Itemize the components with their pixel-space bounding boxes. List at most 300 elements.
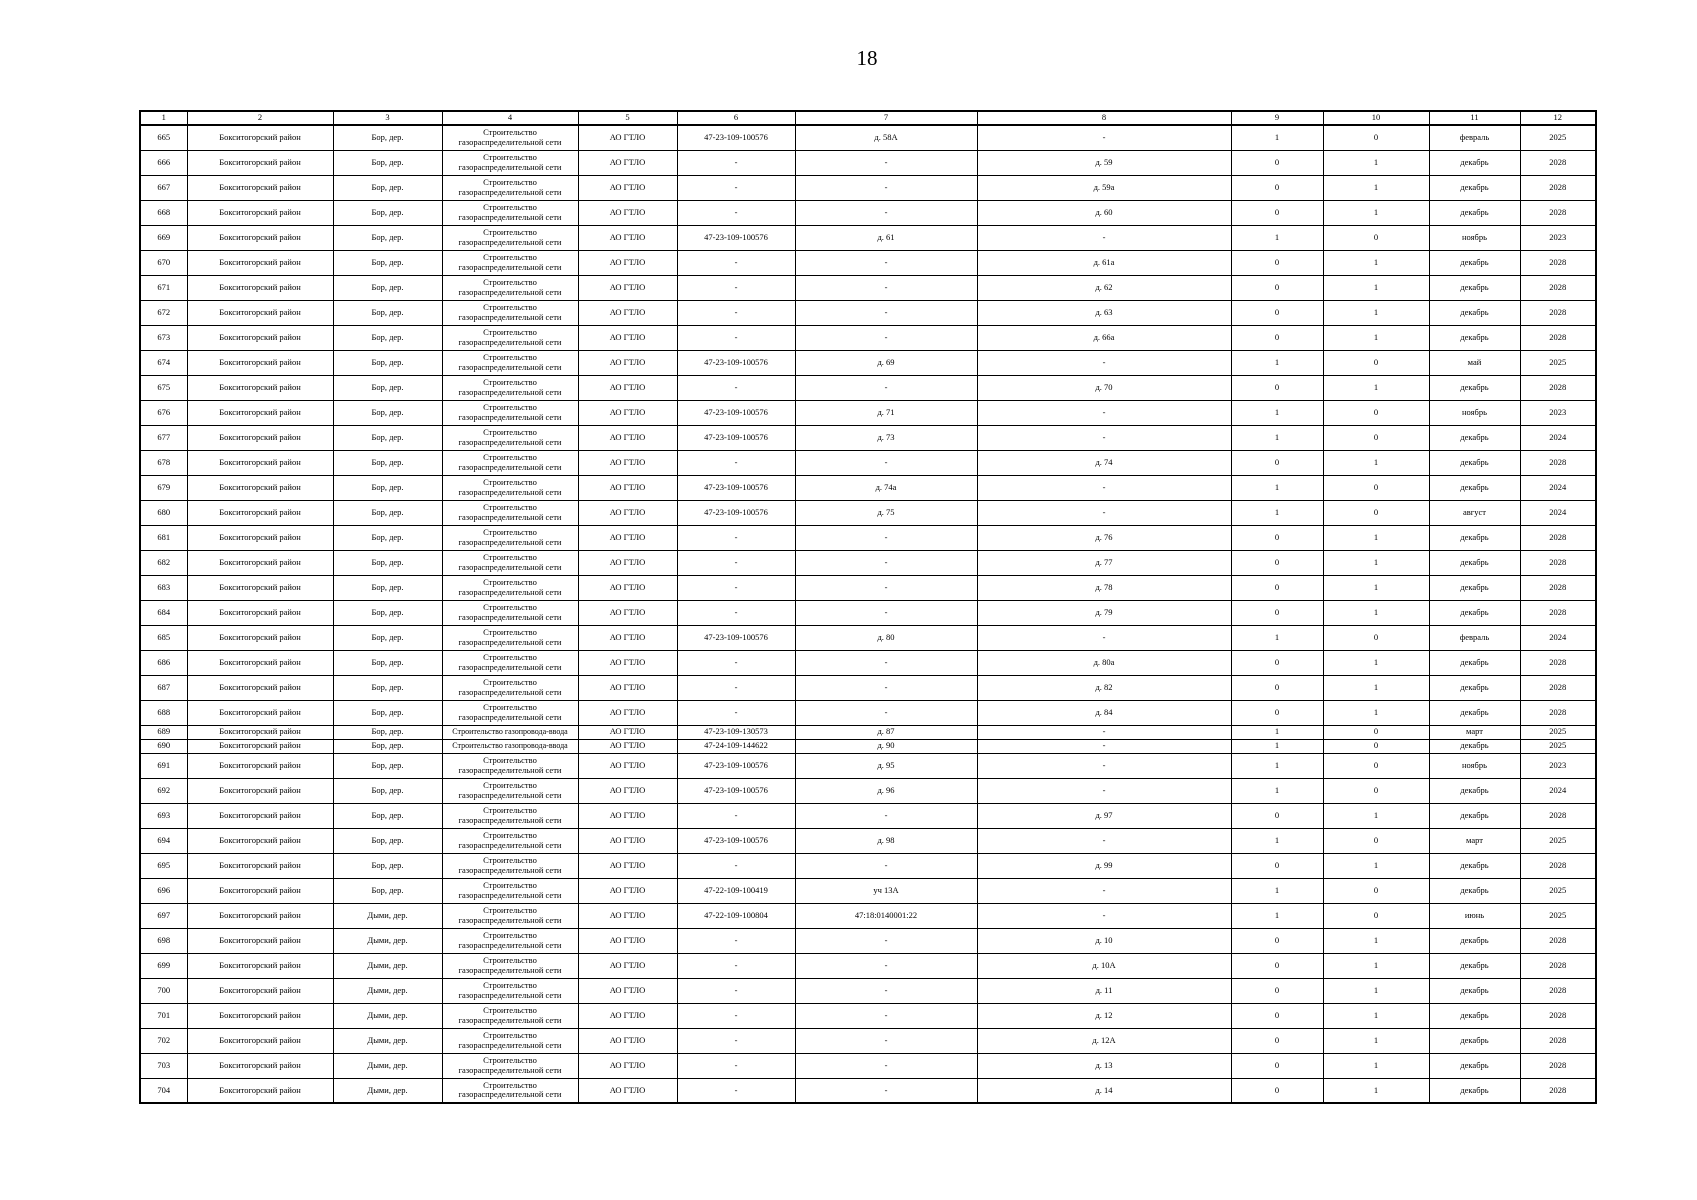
operator-cell: АО ГТЛО [578, 978, 677, 1003]
count-b-cell: 1 [1323, 600, 1429, 625]
work-type-cell: Строительство газораспределительной сети [442, 625, 578, 650]
district-cell: Бокситогорский район [187, 350, 333, 375]
row-number-cell: 666 [140, 150, 187, 175]
row-number-cell: 687 [140, 675, 187, 700]
table-row [140, 150, 1596, 175]
plot-address-cell: - [795, 928, 977, 953]
month-cell: декабрь [1429, 853, 1520, 878]
table-row [140, 650, 1596, 675]
house-address-cell: д. 78 [977, 575, 1231, 600]
operator-cell: АО ГТЛО [578, 1028, 677, 1053]
count-a-cell: 1 [1231, 125, 1323, 150]
count-a-cell: 0 [1231, 600, 1323, 625]
object-code-cell: 47-23-109-100576 [677, 500, 795, 525]
object-code-cell: - [677, 1003, 795, 1028]
plot-address-cell: д. 58А [795, 125, 977, 150]
operator-cell: АО ГТЛО [578, 953, 677, 978]
row-number-cell: 694 [140, 828, 187, 853]
year-cell: 2025 [1520, 350, 1596, 375]
count-b-cell: 1 [1323, 675, 1429, 700]
object-code-cell: - [677, 853, 795, 878]
settlement-cell: Бор, дер. [333, 739, 442, 753]
settlement-cell: Бор, дер. [333, 125, 442, 150]
operator-cell: АО ГТЛО [578, 500, 677, 525]
operator-cell: АО ГТЛО [578, 275, 677, 300]
settlement-cell: Бор, дер. [333, 625, 442, 650]
month-cell: декабрь [1429, 300, 1520, 325]
row-number-cell: 699 [140, 953, 187, 978]
operator-cell: АО ГТЛО [578, 325, 677, 350]
table-row [140, 125, 1596, 150]
district-cell: Бокситогорский район [187, 250, 333, 275]
house-address-cell: д. 97 [977, 803, 1231, 828]
year-cell: 2025 [1520, 125, 1596, 150]
house-address-cell: д. 76 [977, 525, 1231, 550]
work-type-cell: Строительство газораспределительной сети [442, 753, 578, 778]
operator-cell: АО ГТЛО [578, 150, 677, 175]
work-type-cell: Строительство газораспределительной сети [442, 275, 578, 300]
count-a-cell: 0 [1231, 575, 1323, 600]
column-number-7: 7 [795, 111, 977, 125]
row-number-cell: 692 [140, 778, 187, 803]
count-b-cell: 1 [1323, 953, 1429, 978]
work-type-cell: Строительство газораспределительной сети [442, 350, 578, 375]
count-b-cell: 0 [1323, 725, 1429, 739]
month-cell: декабрь [1429, 250, 1520, 275]
district-cell: Бокситогорский район [187, 878, 333, 903]
row-number-cell: 682 [140, 550, 187, 575]
house-address-cell: д. 99 [977, 853, 1231, 878]
object-code-cell: 47-23-109-100576 [677, 350, 795, 375]
plot-address-cell: - [795, 275, 977, 300]
house-address-cell: д. 66а [977, 325, 1231, 350]
row-number-cell: 673 [140, 325, 187, 350]
month-cell: декабрь [1429, 600, 1520, 625]
operator-cell: АО ГТЛО [578, 550, 677, 575]
column-number-1: 1 [140, 111, 187, 125]
settlement-cell: Бор, дер. [333, 275, 442, 300]
row-number-cell: 669 [140, 225, 187, 250]
house-address-cell: - [977, 350, 1231, 375]
settlement-cell: Бор, дер. [333, 250, 442, 275]
operator-cell: АО ГТЛО [578, 778, 677, 803]
count-b-cell: 1 [1323, 1053, 1429, 1078]
column-number-10: 10 [1323, 111, 1429, 125]
month-cell: ноябрь [1429, 400, 1520, 425]
work-type-cell: Строительство газораспределительной сети [442, 1053, 578, 1078]
operator-cell: АО ГТЛО [578, 225, 677, 250]
plot-address-cell: - [795, 575, 977, 600]
month-cell: декабрь [1429, 1078, 1520, 1103]
count-a-cell: 0 [1231, 953, 1323, 978]
count-a-cell: 1 [1231, 225, 1323, 250]
object-code-cell: - [677, 275, 795, 300]
count-b-cell: 0 [1323, 400, 1429, 425]
operator-cell: АО ГТЛО [578, 400, 677, 425]
year-cell: 2023 [1520, 225, 1596, 250]
operator-cell: АО ГТЛО [578, 725, 677, 739]
year-cell: 2025 [1520, 903, 1596, 928]
month-cell: ноябрь [1429, 753, 1520, 778]
plot-address-cell: - [795, 375, 977, 400]
count-a-cell: 0 [1231, 700, 1323, 725]
plot-address-cell: д. 69 [795, 350, 977, 375]
district-cell: Бокситогорский район [187, 300, 333, 325]
year-cell: 2025 [1520, 739, 1596, 753]
object-code-cell: 47-23-109-100576 [677, 425, 795, 450]
year-cell: 2028 [1520, 1028, 1596, 1053]
object-code-cell: - [677, 525, 795, 550]
work-type-cell: Строительство газораспределительной сети [442, 1078, 578, 1103]
column-number-6: 6 [677, 111, 795, 125]
settlement-cell: Бор, дер. [333, 400, 442, 425]
settlement-cell: Бор, дер. [333, 175, 442, 200]
year-cell: 2028 [1520, 803, 1596, 828]
row-number-cell: 668 [140, 200, 187, 225]
table-row [140, 878, 1596, 903]
house-address-cell: д. 12А [977, 1028, 1231, 1053]
operator-cell: АО ГТЛО [578, 625, 677, 650]
year-cell: 2023 [1520, 400, 1596, 425]
object-code-cell: 47-23-109-100576 [677, 753, 795, 778]
count-a-cell: 0 [1231, 1053, 1323, 1078]
year-cell: 2028 [1520, 375, 1596, 400]
count-b-cell: 1 [1323, 1003, 1429, 1028]
column-number-3: 3 [333, 111, 442, 125]
settlement-cell: Бор, дер. [333, 200, 442, 225]
column-number-4: 4 [442, 111, 578, 125]
settlement-cell: Дыми, дер. [333, 1028, 442, 1053]
work-type-cell: Строительство газораспределительной сети [442, 1028, 578, 1053]
settlement-cell: Дыми, дер. [333, 903, 442, 928]
operator-cell: АО ГТЛО [578, 853, 677, 878]
count-a-cell: 0 [1231, 1028, 1323, 1053]
table-row [140, 200, 1596, 225]
work-type-cell: Строительство газораспределительной сети [442, 375, 578, 400]
month-cell: декабрь [1429, 200, 1520, 225]
row-number-cell: 691 [140, 753, 187, 778]
month-cell: декабрь [1429, 878, 1520, 903]
month-cell: август [1429, 500, 1520, 525]
object-code-cell: - [677, 150, 795, 175]
house-address-cell: - [977, 828, 1231, 853]
work-type-cell: Строительство газораспределительной сети [442, 700, 578, 725]
count-b-cell: 0 [1323, 475, 1429, 500]
row-number-cell: 676 [140, 400, 187, 425]
month-cell: март [1429, 725, 1520, 739]
district-cell: Бокситогорский район [187, 778, 333, 803]
work-type-cell: Строительство газораспределительной сети [442, 325, 578, 350]
register-table [139, 110, 1597, 1104]
object-code-cell: 47-23-109-100576 [677, 828, 795, 853]
count-b-cell: 0 [1323, 425, 1429, 450]
operator-cell: АО ГТЛО [578, 675, 677, 700]
operator-cell: АО ГТЛО [578, 350, 677, 375]
district-cell: Бокситогорский район [187, 1028, 333, 1053]
object-code-cell: - [677, 803, 795, 828]
object-code-cell: - [677, 375, 795, 400]
year-cell: 2028 [1520, 928, 1596, 953]
settlement-cell: Бор, дер. [333, 878, 442, 903]
house-address-cell: д. 11 [977, 978, 1231, 1003]
month-cell: декабрь [1429, 175, 1520, 200]
table-row [140, 803, 1596, 828]
page-number: 18 [856, 46, 878, 70]
object-code-cell: 47-23-109-100576 [677, 400, 795, 425]
row-number-cell: 683 [140, 575, 187, 600]
district-cell: Бокситогорский район [187, 400, 333, 425]
operator-cell: АО ГТЛО [578, 525, 677, 550]
table-row [140, 625, 1596, 650]
operator-cell: АО ГТЛО [578, 475, 677, 500]
count-a-cell: 1 [1231, 778, 1323, 803]
settlement-cell: Дыми, дер. [333, 978, 442, 1003]
work-type-cell: Строительство газораспределительной сети [442, 778, 578, 803]
month-cell: декабрь [1429, 1028, 1520, 1053]
operator-cell: АО ГТЛО [578, 600, 677, 625]
table-row [140, 928, 1596, 953]
work-type-cell: Строительство газораспределительной сети [442, 525, 578, 550]
year-cell: 2028 [1520, 853, 1596, 878]
year-cell: 2028 [1520, 1053, 1596, 1078]
count-b-cell: 1 [1323, 450, 1429, 475]
work-type-cell: Строительство газораспределительной сети [442, 575, 578, 600]
year-cell: 2028 [1520, 575, 1596, 600]
plot-address-cell: - [795, 325, 977, 350]
count-b-cell: 0 [1323, 350, 1429, 375]
year-cell: 2028 [1520, 953, 1596, 978]
object-code-cell: - [677, 1053, 795, 1078]
work-type-cell: Строительство газораспределительной сети [442, 500, 578, 525]
year-cell: 2024 [1520, 425, 1596, 450]
district-cell: Бокситогорский район [187, 953, 333, 978]
month-cell: декабрь [1429, 650, 1520, 675]
district-cell: Бокситогорский район [187, 650, 333, 675]
count-b-cell: 1 [1323, 650, 1429, 675]
settlement-cell: Дыми, дер. [333, 1078, 442, 1103]
district-cell: Бокситогорский район [187, 225, 333, 250]
district-cell: Бокситогорский район [187, 853, 333, 878]
district-cell: Бокситогорский район [187, 675, 333, 700]
year-cell: 2024 [1520, 500, 1596, 525]
count-a-cell: 0 [1231, 803, 1323, 828]
row-number-cell: 704 [140, 1078, 187, 1103]
table-body [140, 111, 1596, 1103]
table-row [140, 1028, 1596, 1053]
settlement-cell: Бор, дер. [333, 600, 442, 625]
object-code-cell: - [677, 675, 795, 700]
table-row [140, 425, 1596, 450]
table-row [140, 275, 1596, 300]
row-number-cell: 689 [140, 725, 187, 739]
plot-address-cell: уч 13А [795, 878, 977, 903]
house-address-cell: д. 62 [977, 275, 1231, 300]
settlement-cell: Бор, дер. [333, 225, 442, 250]
table-row [140, 1078, 1596, 1103]
month-cell: июнь [1429, 903, 1520, 928]
month-cell: декабрь [1429, 1053, 1520, 1078]
district-cell: Бокситогорский район [187, 450, 333, 475]
month-cell: декабрь [1429, 953, 1520, 978]
work-type-cell: Строительство газораспределительной сети [442, 650, 578, 675]
object-code-cell: - [677, 175, 795, 200]
month-cell: декабрь [1429, 150, 1520, 175]
work-type-cell: Строительство газораспределительной сети [442, 853, 578, 878]
year-cell: 2028 [1520, 175, 1596, 200]
year-cell: 2024 [1520, 625, 1596, 650]
operator-cell: АО ГТЛО [578, 753, 677, 778]
month-cell: февраль [1429, 125, 1520, 150]
month-cell: декабрь [1429, 700, 1520, 725]
table-row [140, 525, 1596, 550]
work-type-cell: Строительство газораспределительной сети [442, 675, 578, 700]
month-cell: декабрь [1429, 575, 1520, 600]
object-code-cell: - [677, 700, 795, 725]
house-address-cell: д. 10 [977, 928, 1231, 953]
count-b-cell: 1 [1323, 200, 1429, 225]
plot-address-cell: - [795, 550, 977, 575]
operator-cell: АО ГТЛО [578, 450, 677, 475]
object-code-cell: 47-23-109-100576 [677, 625, 795, 650]
count-a-cell: 0 [1231, 200, 1323, 225]
house-address-cell: - [977, 500, 1231, 525]
count-a-cell: 1 [1231, 753, 1323, 778]
operator-cell: АО ГТЛО [578, 903, 677, 928]
table-row [140, 575, 1596, 600]
house-address-cell: д. 13 [977, 1053, 1231, 1078]
column-number-11: 11 [1429, 111, 1520, 125]
table-row [140, 325, 1596, 350]
table-row [140, 1053, 1596, 1078]
row-number-cell: 675 [140, 375, 187, 400]
count-a-cell: 0 [1231, 978, 1323, 1003]
settlement-cell: Бор, дер. [333, 803, 442, 828]
house-address-cell: д. 82 [977, 675, 1231, 700]
work-type-cell: Строительство газораспределительной сети [442, 803, 578, 828]
table-row [140, 675, 1596, 700]
house-address-cell: д. 14 [977, 1078, 1231, 1103]
count-b-cell: 1 [1323, 525, 1429, 550]
plot-address-cell: - [795, 700, 977, 725]
table-row [140, 550, 1596, 575]
house-address-cell: д. 61а [977, 250, 1231, 275]
count-a-cell: 0 [1231, 375, 1323, 400]
operator-cell: АО ГТЛО [578, 739, 677, 753]
work-type-cell: Строительство газораспределительной сети [442, 978, 578, 1003]
row-number-cell: 665 [140, 125, 187, 150]
table-row [140, 700, 1596, 725]
month-cell: декабрь [1429, 928, 1520, 953]
object-code-cell: - [677, 928, 795, 953]
month-cell: декабрь [1429, 675, 1520, 700]
object-code-cell: - [677, 600, 795, 625]
district-cell: Бокситогорский район [187, 725, 333, 739]
plot-address-cell: - [795, 600, 977, 625]
settlement-cell: Бор, дер. [333, 753, 442, 778]
plot-address-cell: - [795, 978, 977, 1003]
count-a-cell: 1 [1231, 350, 1323, 375]
object-code-cell: - [677, 300, 795, 325]
table-row [140, 350, 1596, 375]
house-address-cell: - [977, 125, 1231, 150]
settlement-cell: Бор, дер. [333, 300, 442, 325]
row-number-cell: 674 [140, 350, 187, 375]
plot-address-cell: д. 61 [795, 225, 977, 250]
plot-address-cell: д. 95 [795, 753, 977, 778]
operator-cell: АО ГТЛО [578, 575, 677, 600]
count-a-cell: 0 [1231, 675, 1323, 700]
month-cell: декабрь [1429, 275, 1520, 300]
work-type-cell: Строительство газораспределительной сети [442, 200, 578, 225]
district-cell: Бокситогорский район [187, 575, 333, 600]
object-code-cell: - [677, 550, 795, 575]
work-type-cell: Строительство газопровода-ввода [442, 739, 578, 753]
row-number-cell: 685 [140, 625, 187, 650]
table-row [140, 500, 1596, 525]
district-cell: Бокситогорский район [187, 1003, 333, 1028]
row-number-cell: 701 [140, 1003, 187, 1028]
count-a-cell: 0 [1231, 325, 1323, 350]
count-b-cell: 1 [1323, 803, 1429, 828]
count-a-cell: 0 [1231, 250, 1323, 275]
row-number-cell: 690 [140, 739, 187, 753]
month-cell: декабрь [1429, 325, 1520, 350]
year-cell: 2028 [1520, 1078, 1596, 1103]
work-type-cell: Строительство газораспределительной сети [442, 953, 578, 978]
plot-address-cell: - [795, 1053, 977, 1078]
house-address-cell: - [977, 725, 1231, 739]
year-cell: 2028 [1520, 200, 1596, 225]
work-type-cell: Строительство газораспределительной сети [442, 878, 578, 903]
work-type-cell: Строительство газораспределительной сети [442, 250, 578, 275]
house-address-cell: д. 80а [977, 650, 1231, 675]
plot-address-cell: - [795, 1028, 977, 1053]
table-row [140, 953, 1596, 978]
count-a-cell: 0 [1231, 175, 1323, 200]
settlement-cell: Бор, дер. [333, 150, 442, 175]
year-cell: 2028 [1520, 650, 1596, 675]
operator-cell: АО ГТЛО [578, 250, 677, 275]
count-b-cell: 1 [1323, 928, 1429, 953]
plot-address-cell: - [795, 250, 977, 275]
object-code-cell: - [677, 953, 795, 978]
row-number-cell: 679 [140, 475, 187, 500]
operator-cell: АО ГТЛО [578, 928, 677, 953]
object-code-cell: 47-23-109-100576 [677, 778, 795, 803]
year-cell: 2028 [1520, 978, 1596, 1003]
settlement-cell: Бор, дер. [333, 700, 442, 725]
year-cell: 2028 [1520, 450, 1596, 475]
work-type-cell: Строительство газораспределительной сети [442, 150, 578, 175]
year-cell: 2025 [1520, 725, 1596, 739]
plot-address-cell: д. 74а [795, 475, 977, 500]
settlement-cell: Бор, дер. [333, 325, 442, 350]
count-b-cell: 0 [1323, 878, 1429, 903]
month-cell: декабрь [1429, 375, 1520, 400]
row-number-cell: 693 [140, 803, 187, 828]
district-cell: Бокситогорский район [187, 625, 333, 650]
month-cell: декабрь [1429, 778, 1520, 803]
house-address-cell: д. 59 [977, 150, 1231, 175]
house-address-cell: д. 74 [977, 450, 1231, 475]
district-cell: Бокситогорский район [187, 500, 333, 525]
work-type-cell: Строительство газораспределительной сети [442, 903, 578, 928]
count-a-cell: 0 [1231, 650, 1323, 675]
district-cell: Бокситогорский район [187, 803, 333, 828]
house-address-cell: д. 12 [977, 1003, 1231, 1028]
row-number-cell: 680 [140, 500, 187, 525]
row-number-cell: 671 [140, 275, 187, 300]
